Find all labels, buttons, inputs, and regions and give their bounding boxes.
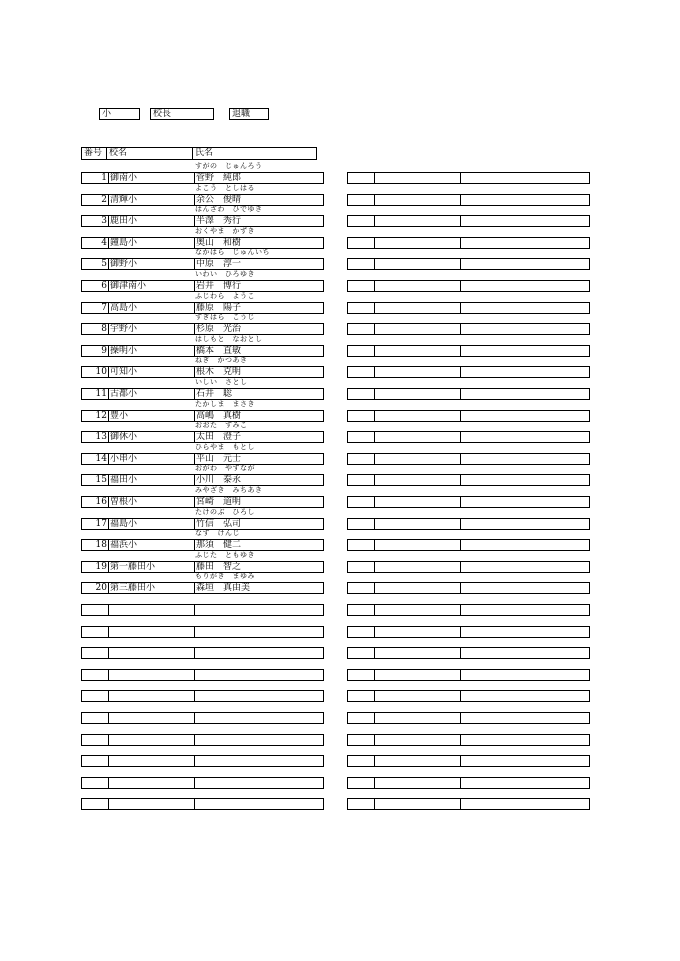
row-school: 高島小 (108, 303, 196, 313)
blank-cell (460, 497, 589, 507)
row-name: 岩井 博行 (194, 281, 323, 291)
row-school (108, 648, 196, 658)
row-name-kana: ねぎ かつあき (195, 356, 248, 364)
row-name: 半澤 秀行 (194, 216, 323, 226)
blank-row (347, 518, 590, 530)
blank-cell (374, 367, 461, 377)
row-name-kana: ふじた ともゆき (195, 551, 255, 559)
blank-cell (460, 195, 589, 205)
blank-row (347, 777, 590, 789)
row-name: 藤田 智之 (194, 562, 323, 572)
blank-cell (348, 454, 374, 464)
row-school: 御津南小 (108, 281, 196, 291)
row-school: 可知小 (108, 367, 196, 377)
row-name (194, 735, 323, 745)
blank-cell (460, 778, 589, 788)
row-school: 宇野小 (108, 324, 196, 334)
blank-cell (460, 583, 589, 593)
blank-cell (374, 627, 461, 637)
table-row (81, 366, 324, 378)
row-name: 宮崎 道明 (194, 497, 323, 507)
blank-cell (348, 713, 374, 723)
blank-cell (348, 195, 374, 205)
table-row (81, 647, 324, 659)
row-number (82, 691, 108, 701)
blank-cell (374, 583, 461, 593)
row-number: 16 (95, 497, 107, 507)
row-name (194, 627, 323, 637)
header-position-box: 校長 (150, 108, 214, 120)
table-row (81, 258, 324, 270)
table-row (81, 280, 324, 292)
blank-cell (348, 238, 374, 248)
row-number (82, 713, 108, 723)
blank-cell (460, 303, 589, 313)
blank-cell (460, 735, 589, 745)
blank-cell (460, 627, 589, 637)
blank-row (347, 755, 590, 767)
blank-row (347, 388, 590, 400)
row-name-kana: ひらやま もとし (195, 443, 255, 451)
blank-cell (348, 173, 374, 183)
table-row (81, 690, 324, 702)
blank-cell (374, 173, 461, 183)
row-number: 19 (95, 562, 107, 572)
blank-cell (348, 389, 374, 399)
row-school: 第三藤田小 (108, 583, 196, 593)
col-header-number: 番号 (81, 147, 107, 160)
blank-cell (460, 670, 589, 680)
row-name-kana: はしもと なおとし (195, 335, 263, 343)
row-number (82, 778, 108, 788)
blank-row (347, 302, 590, 314)
blank-cell (460, 475, 589, 485)
row-number (82, 627, 108, 637)
blank-row (347, 734, 590, 746)
row-name: 中原 淳一 (194, 259, 323, 269)
row-name (194, 605, 323, 615)
row-name (194, 799, 323, 809)
blank-row (347, 280, 590, 292)
row-school (108, 691, 196, 701)
row-name-kana: なかはら じゅんいち (195, 248, 270, 256)
row-school: 豊小 (108, 411, 196, 421)
row-name (194, 670, 323, 680)
blank-cell (348, 583, 374, 593)
blank-row (347, 453, 590, 465)
row-name: 杉原 光治 (194, 324, 323, 334)
blank-cell (460, 756, 589, 766)
blank-cell (374, 454, 461, 464)
blank-cell (460, 281, 589, 291)
row-number (82, 605, 108, 615)
blank-cell (374, 281, 461, 291)
blank-cell (460, 519, 589, 529)
blank-cell (374, 540, 461, 550)
row-name: 根木 克明 (194, 367, 323, 377)
blank-cell (374, 691, 461, 701)
row-school: 鹿田小 (108, 216, 196, 226)
blank-cell (348, 346, 374, 356)
row-school (108, 756, 196, 766)
blank-row (347, 712, 590, 724)
col-header-school: 校名 (106, 147, 193, 160)
row-name-kana: おおた すみこ (195, 421, 248, 429)
blank-row (347, 669, 590, 681)
row-name-kana: いしい さとし (195, 378, 248, 386)
table-row (81, 215, 324, 227)
blank-cell (348, 670, 374, 680)
blank-row (347, 647, 590, 659)
blank-row (347, 690, 590, 702)
blank-cell (348, 799, 374, 809)
blank-cell (460, 367, 589, 377)
row-school: 福浜小 (108, 540, 196, 550)
col-header-name: 氏名 (192, 147, 317, 160)
blank-cell (348, 562, 374, 572)
table-row (81, 626, 324, 638)
row-number (82, 648, 108, 658)
row-number: 13 (95, 432, 107, 442)
blank-cell (348, 627, 374, 637)
row-school (108, 627, 196, 637)
blank-row (347, 474, 590, 486)
table-row (81, 582, 324, 594)
row-school: 清輝小 (108, 195, 196, 205)
blank-cell (348, 432, 374, 442)
blank-cell (460, 432, 589, 442)
row-name: 高嶋 真樹 (194, 411, 323, 421)
blank-cell (374, 562, 461, 572)
row-school: 御野小 (108, 259, 196, 269)
row-number: 5 (101, 259, 107, 269)
row-name: 橋本 直敏 (194, 346, 323, 356)
row-school: 福島小 (108, 519, 196, 529)
row-number (82, 670, 108, 680)
row-number: 14 (95, 454, 107, 464)
row-school: 古都小 (108, 389, 196, 399)
row-name (194, 756, 323, 766)
blank-cell (460, 346, 589, 356)
row-name-kana: いわい ひろゆき (195, 270, 255, 278)
blank-cell (460, 238, 589, 248)
blank-row (347, 798, 590, 810)
row-number: 8 (101, 324, 107, 334)
blank-row (347, 237, 590, 249)
blank-cell (374, 670, 461, 680)
blank-cell (374, 238, 461, 248)
blank-cell (460, 324, 589, 334)
blank-cell (374, 605, 461, 615)
table-row (81, 669, 324, 681)
blank-row (347, 323, 590, 335)
row-name-kana: おがわ やすなが (195, 464, 255, 472)
blank-row (347, 561, 590, 573)
blank-cell (460, 605, 589, 615)
row-name: 平山 元士 (194, 454, 323, 464)
blank-cell (374, 735, 461, 745)
blank-cell (374, 519, 461, 529)
blank-row (347, 194, 590, 206)
row-school: 曽根小 (108, 497, 196, 507)
row-name: 小川 泰永 (194, 475, 323, 485)
row-school (108, 799, 196, 809)
row-number: 11 (95, 389, 107, 399)
table-row (81, 755, 324, 767)
header-category-box: 小 (99, 108, 140, 120)
header-status-box: 退職 (229, 108, 269, 120)
blank-cell (348, 216, 374, 226)
table-row (81, 777, 324, 789)
table-row (81, 539, 324, 551)
table-row (81, 388, 324, 400)
row-number: 3 (101, 216, 107, 226)
row-name: 奥山 和樹 (194, 238, 323, 248)
row-name: 竹信 弘司 (194, 519, 323, 529)
row-name-kana: ふじわら ようこ (195, 292, 255, 300)
blank-cell (374, 648, 461, 658)
blank-cell (374, 475, 461, 485)
row-name-kana: はんざわ ひでゆき (195, 205, 263, 213)
blank-cell (348, 605, 374, 615)
row-number (82, 756, 108, 766)
blank-cell (348, 497, 374, 507)
table-row (81, 474, 324, 486)
blank-cell (460, 540, 589, 550)
blank-row (347, 410, 590, 422)
row-name: 余公 俊晴 (194, 195, 323, 205)
blank-row (347, 539, 590, 551)
table-row (81, 431, 324, 443)
row-name (194, 713, 323, 723)
blank-cell (348, 648, 374, 658)
blank-cell (348, 778, 374, 788)
blank-cell (374, 303, 461, 313)
row-school (108, 605, 196, 615)
blank-cell (460, 713, 589, 723)
blank-cell (374, 799, 461, 809)
blank-cell (374, 411, 461, 421)
blank-cell (348, 756, 374, 766)
blank-row (347, 582, 590, 594)
blank-cell (460, 216, 589, 226)
table-row (81, 172, 324, 184)
blank-cell (374, 389, 461, 399)
blank-cell (460, 799, 589, 809)
blank-cell (460, 454, 589, 464)
row-school: 鐘島小 (108, 238, 196, 248)
row-name: 藤原 陽子 (194, 303, 323, 313)
row-number: 6 (101, 281, 107, 291)
row-name-kana: すぎはら こうじ (195, 313, 255, 321)
blank-row (347, 496, 590, 508)
row-number: 4 (101, 238, 107, 248)
table-row (81, 496, 324, 508)
blank-cell (374, 195, 461, 205)
blank-cell (374, 346, 461, 356)
row-number: 7 (101, 303, 107, 313)
row-name (194, 648, 323, 658)
row-name-kana: おくやま かずき (195, 227, 255, 235)
blank-cell (374, 324, 461, 334)
blank-cell (460, 389, 589, 399)
blank-cell (460, 411, 589, 421)
blank-cell (374, 432, 461, 442)
blank-cell (348, 303, 374, 313)
table-row (81, 604, 324, 616)
blank-cell (348, 735, 374, 745)
row-number: 15 (95, 475, 107, 485)
row-name: 石井 聡 (194, 389, 323, 399)
blank-row (347, 626, 590, 638)
blank-row (347, 366, 590, 378)
row-school: 御休小 (108, 432, 196, 442)
row-name: 森垣 真由美 (194, 583, 323, 593)
table-row (81, 323, 324, 335)
blank-cell (374, 259, 461, 269)
blank-cell (460, 691, 589, 701)
blank-cell (348, 411, 374, 421)
blank-cell (460, 259, 589, 269)
blank-cell (374, 778, 461, 788)
row-number: 17 (95, 519, 107, 529)
blank-cell (348, 259, 374, 269)
blank-row (347, 345, 590, 357)
row-number: 20 (95, 583, 107, 593)
blank-cell (348, 691, 374, 701)
blank-row (347, 431, 590, 443)
row-name-kana: なす けんじ (195, 529, 240, 537)
blank-row (347, 604, 590, 616)
blank-cell (460, 173, 589, 183)
row-name: 那須 健二 (194, 540, 323, 550)
row-number: 12 (95, 411, 107, 421)
row-school: 操明小 (108, 346, 196, 356)
table-row (81, 734, 324, 746)
row-name-kana: たかしま まさき (195, 400, 255, 408)
row-number: 9 (101, 346, 107, 356)
row-number (82, 799, 108, 809)
row-name-kana: たけのぶ ひろし (195, 508, 255, 516)
row-name (194, 691, 323, 701)
row-number: 1 (101, 173, 107, 183)
blank-cell (460, 562, 589, 572)
blank-cell (348, 281, 374, 291)
blank-cell (348, 367, 374, 377)
row-number: 18 (95, 540, 107, 550)
row-school: 福田小 (108, 475, 196, 485)
row-number (82, 735, 108, 745)
row-name-kana: みやざき みちあき (195, 486, 263, 494)
blank-row (347, 172, 590, 184)
blank-cell (348, 475, 374, 485)
blank-cell (374, 216, 461, 226)
table-row (81, 798, 324, 810)
row-name (194, 778, 323, 788)
blank-cell (374, 713, 461, 723)
row-school (108, 713, 196, 723)
blank-cell (374, 497, 461, 507)
row-school: 小串小 (108, 454, 196, 464)
row-number: 2 (101, 195, 107, 205)
blank-cell (348, 540, 374, 550)
blank-row (347, 258, 590, 270)
row-number: 10 (95, 367, 107, 377)
blank-cell (374, 756, 461, 766)
table-row (81, 712, 324, 724)
row-name: 菅野 純郎 (194, 173, 323, 183)
blank-cell (348, 324, 374, 334)
row-school (108, 778, 196, 788)
row-school: 御南小 (108, 173, 196, 183)
row-school (108, 735, 196, 745)
blank-cell (348, 519, 374, 529)
row-name: 太田 澄子 (194, 432, 323, 442)
row-name-kana: よこう としはる (195, 184, 255, 192)
blank-cell (460, 648, 589, 658)
row-name-kana: すがの じゅんろう (195, 162, 263, 170)
row-school: 第一藤田小 (108, 562, 196, 572)
row-name-kana: もりがき まゆみ (195, 572, 255, 580)
blank-row (347, 215, 590, 227)
row-school (108, 670, 196, 680)
